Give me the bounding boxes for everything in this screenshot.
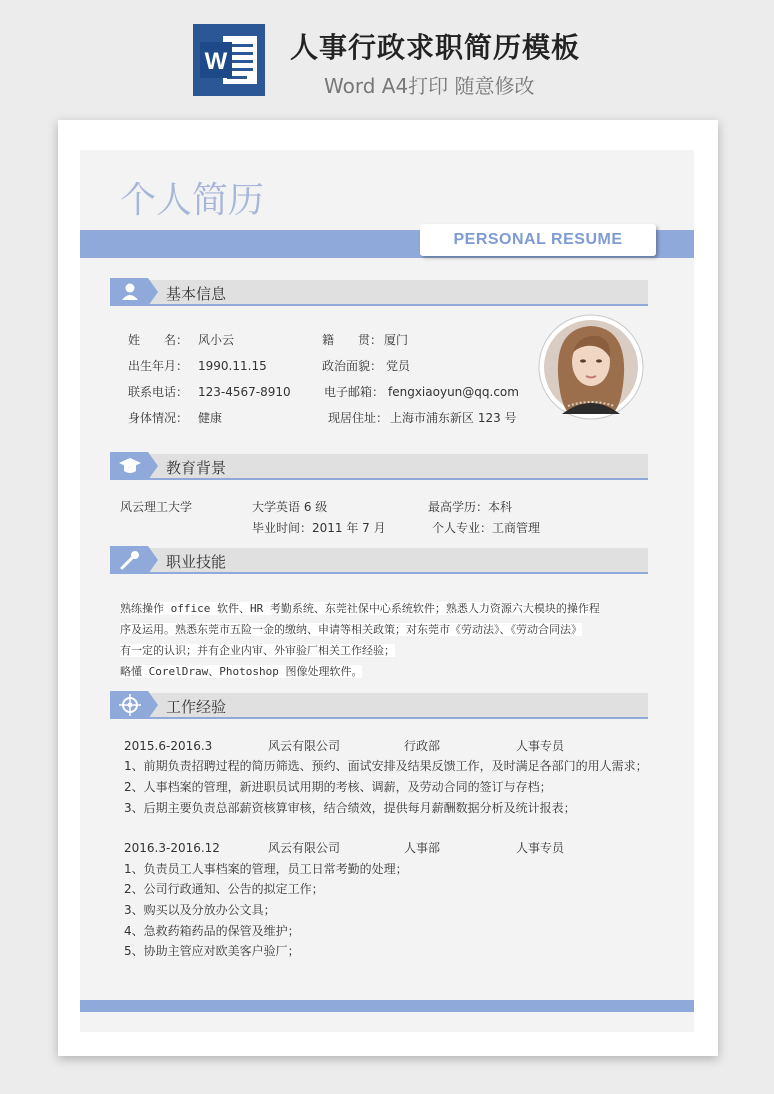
skills-line: 有一定的认识；并有企业内审、外审验厂相关工作经验； [120,644,395,657]
highest-degree: 最高学历：本科 [428,500,513,514]
section-heading: 基本信息 [166,285,227,303]
microphone-icon [110,546,158,574]
job-company: 风云有限公司 [268,739,341,753]
field-label: 联系电话： [128,385,189,399]
user-icon [110,278,158,306]
section-work [110,691,648,721]
job-title: 人事专员 [516,841,565,855]
skills-text [120,598,660,682]
personal-resume-tag: PERSONAL RESUME [420,224,656,256]
bottom-band [80,1000,694,1012]
job-dept: 人事部 [404,841,441,855]
field-label: 现居住址： [328,411,389,425]
field-value: 党员 [386,359,411,373]
field-label: 电子邮箱： [324,385,385,399]
field-label: 出生年月： [128,359,189,373]
job-period: 2016.3-2016.12 [124,841,220,855]
field-value: 123-4567-8910 [198,385,291,399]
job-duty: 5、协助主管应对欧美客户验厂； [124,944,300,958]
section-education [110,452,648,482]
graduation-date: 毕业时间：2011 年 7 月 [252,521,386,535]
section-heading: 职业技能 [166,553,227,571]
field-label: 政治面貌： [322,359,383,373]
field-value: 厦门 [384,333,409,347]
field-label: 姓 名： [128,333,189,347]
field-value: 上海市浦东新区 123 号 [390,411,517,425]
job-duty: 2、公司行政通知、公告的拟定工作； [124,882,324,896]
job-company: 风云有限公司 [268,841,341,855]
job-duty: 1、前期负责招聘过程的简历筛选、预约、面试安排及结果反馈工作，及时满足各部门的用人需求； [124,759,648,773]
target-icon [110,691,158,719]
job-duty: 3、后期主要负责总部薪资核算审核，结合绩效，提供每月薪酬数据分析及统计报表； [124,801,576,815]
job-duty: 3、购买以及分放办公文具； [124,903,276,917]
word-icon-letter: W [204,48,228,75]
graduation-cap-icon [110,452,158,480]
resume-sheet [80,150,694,1032]
job-duty: 1、负责员工人事档案的管理，员工日常考勤的处理； [124,862,408,876]
skills-line: 熟练操作 office 软件、HR 考勤系统、东莞社保中心系统软件；熟悉人力资源六大模块的操作程 [120,602,600,615]
job-title: 人事专员 [516,739,565,753]
job-duty: 4、急救药箱药品的保管及维护； [124,924,300,938]
field-value: 1990.11.15 [198,359,267,373]
section-heading: 教育背景 [166,459,227,477]
page-header [0,0,774,110]
field-value: 健康 [198,411,223,425]
job-period: 2015.6-2016.3 [124,739,213,753]
profile-photo [538,314,644,420]
major: 个人专业：工商管理 [432,521,541,535]
header-title: 人事行政求职简历模板 [290,31,581,64]
header-subtitle: Word A4打印 随意修改 [324,74,535,98]
section-basic-info [110,278,648,308]
field-label: 身体情况： [128,411,189,425]
field-value: 风小云 [198,333,235,347]
section-heading: 工作经验 [166,698,227,716]
job-duty: 2、人事档案的管理，新进职员试用期的考核、调薪，及劳动合同的签订与存档； [124,780,552,794]
word-icon [193,24,265,96]
school-name: 风云理工大学 [120,500,193,514]
resume-paper [58,120,718,1056]
resume-title: 个人简历 [120,180,265,221]
skills-line: 序及运用。熟悉东莞市五险一金的缴纳、申请等相关政策；对东莞市《劳动法》、《劳动合同法》 [120,623,582,636]
skills-line: 略懂 CorelDraw、Photoshop 图像处理软件。 [120,665,363,678]
section-skills [110,546,648,576]
field-value: fengxiaoyun@qq.com [388,385,519,399]
english-level: 大学英语 6 级 [252,500,328,514]
field-label: 籍 贯： [322,333,383,347]
job-dept: 行政部 [404,739,441,753]
